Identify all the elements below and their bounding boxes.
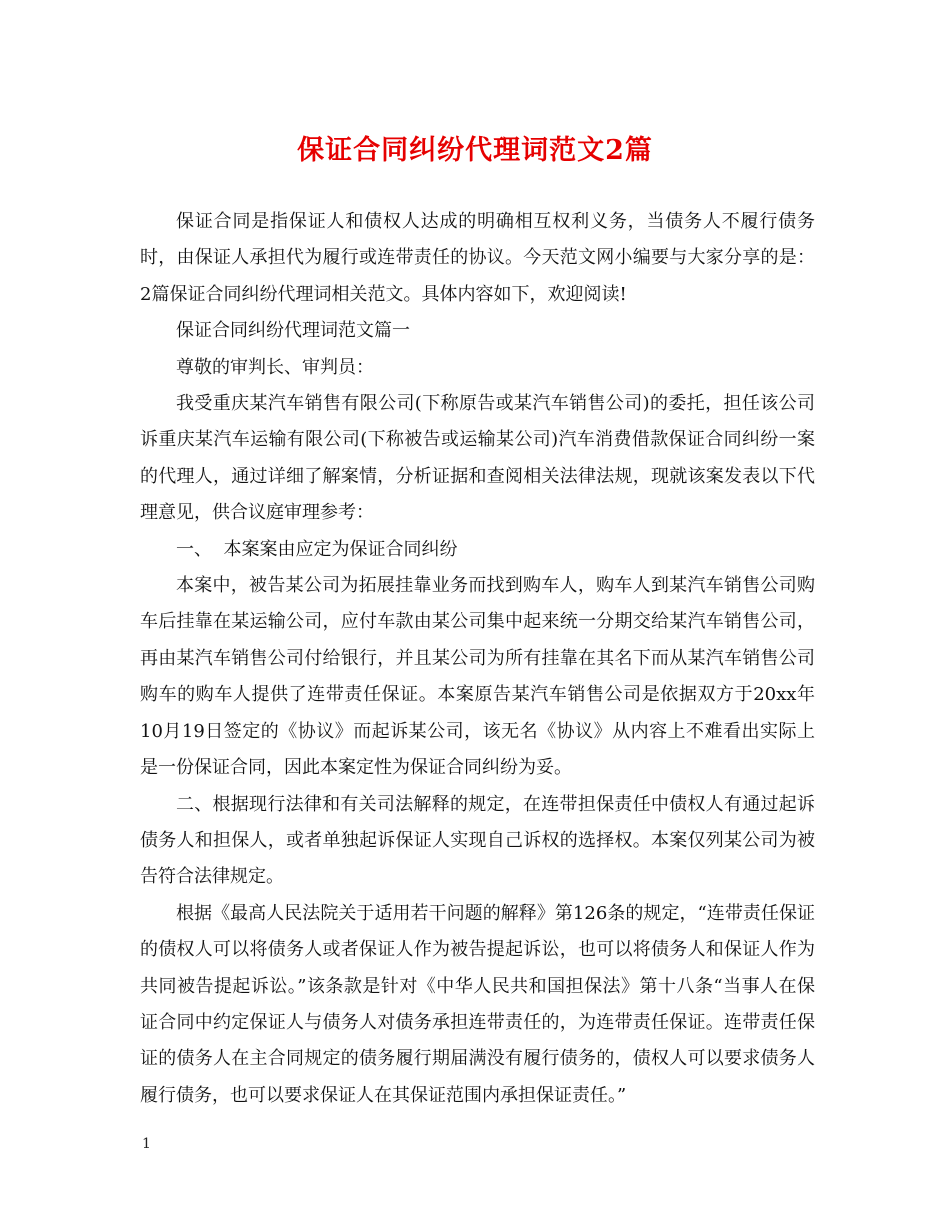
point-heading: 一、 本案案由应定为保证合同纠纷	[176, 538, 458, 560]
body-paragraph: 二、根据现行法律和有关司法解释的规定，在连带担保责任中债权人有通过起诉债务人和担保人，或者单独起诉保证人实现自己诉权的选择权。本案仅列某公司为被告符合法律规定。	[140, 793, 815, 888]
intro-paragraph: 保证合同是指保证人和债权人达成的明确相互权利义务，当债务人不履行债务时，由保证人承担代为履行或连带责任的协议。今天范文网小编要与大家分享的是：2篇保证合同纠纷代理词相关范文。具体内容如下，欢迎阅读!	[140, 211, 815, 305]
document-title: 保证合同纠纷代理词范文2篇	[297, 135, 653, 166]
page-number: 1	[142, 1136, 151, 1152]
document-body	[140, 204, 815, 1114]
body-paragraph: 本案中，被告某公司为拓展挂靠业务而找到购车人，购车人到某汽车销售公司购车后挂靠在某运输公司，应付车款由某公司集中起来统一分期交给某汽车销售公司，再由某汽车销售公司付给银行，并且某公司为所有挂靠在其名下而从某汽车销售公司购车的购车人提供了连带责任保证。本案原告某汽车销售公司是依据双方于20xx年10月19日签定的《协议》而起诉某公司，该无名《协议》从内容上不难看出实际上是一份保证合同，因此本案定性为保证合同纠纷为妥。	[140, 575, 815, 779]
section-heading: 保证合同纠纷代理词范文篇一	[176, 320, 410, 342]
salutation: 尊敬的审判长、审判员：	[176, 356, 374, 378]
body-paragraph: 我受重庆某汽车销售有限公司(下称原告或某汽车销售公司)的委托，担任该公司诉重庆某汽车运输有限公司(下称被告或运输某公司)汽车消费借款保证合同纠纷一案的代理人，通过详细了解案情，分析证据和查阅相关法律法规，现就该案发表以下代理意见，供合议庭审理参考：	[140, 393, 815, 524]
body-paragraph: 根据《最高人民法院关于适用若干问题的解释》第126条的规定，“连带责任保证的债权人可以将债务人或者保证人作为被告提起诉讼，也可以将债务人和保证人作为共同被告提起诉讼。”该条款是针对《中华人民共和国担保法》第十八条“当事人在保证合同中约定保证人与债务人对债务承担连带责任的，为连带责任保证。连带责任保证的债务人在主合同规定的债务履行期届满没有履行债务的，债权人可以要求债务人履行债务，也可以要求保证人在其保证范围内承担保证责任。”	[140, 902, 815, 1106]
